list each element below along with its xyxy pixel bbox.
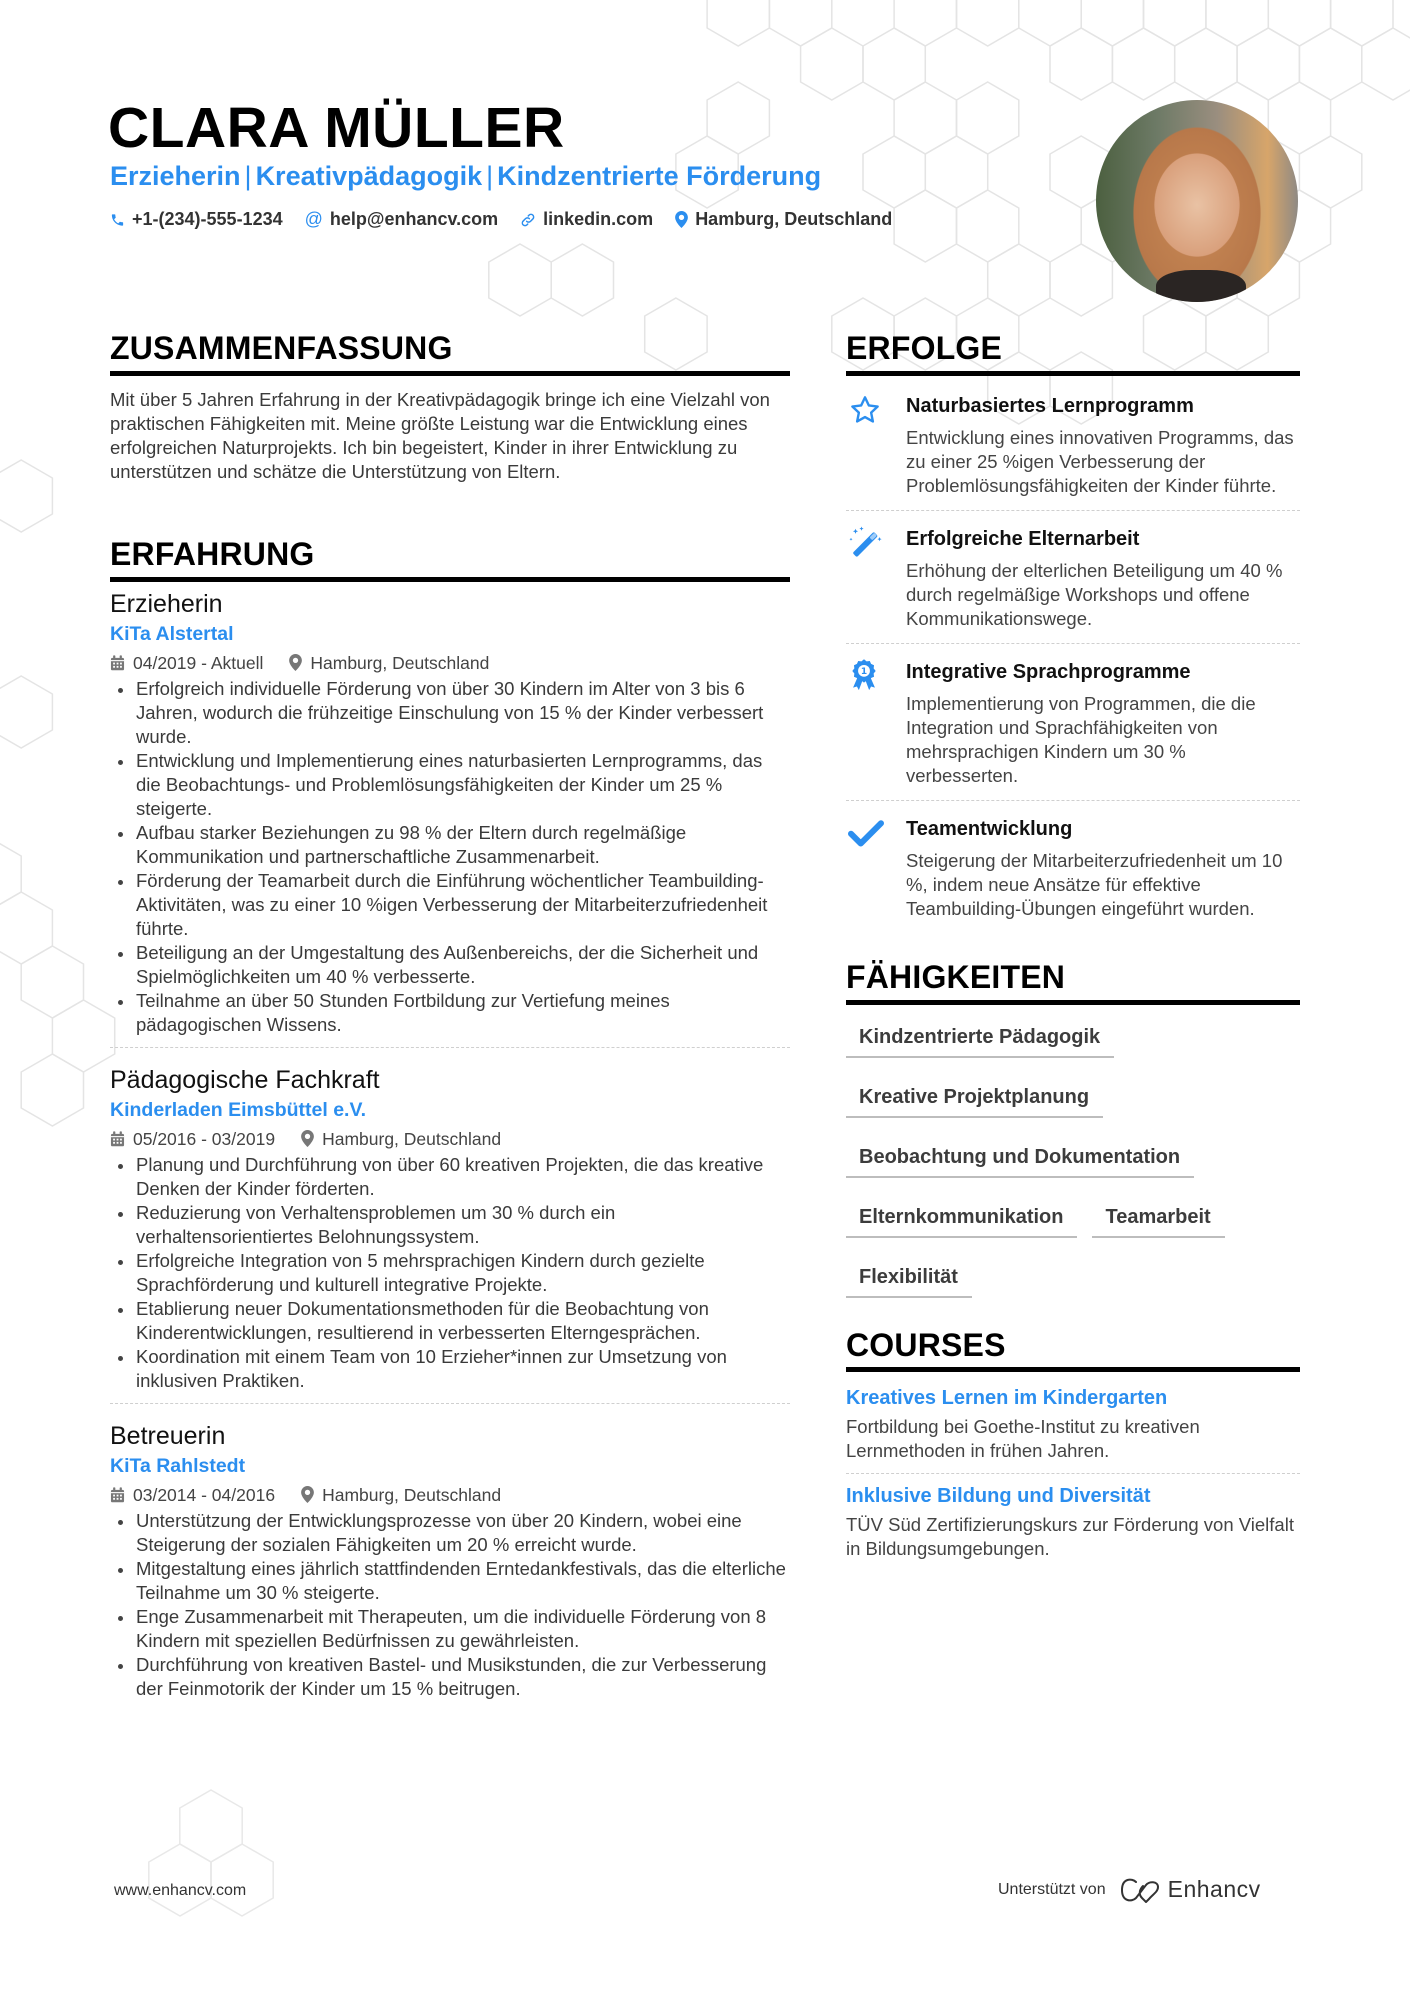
job-title: Erzieherin [110,589,223,618]
job-bullets [110,1153,790,1393]
skill-tag: Beobachtung und Dokumentation [846,1137,1194,1178]
achievement-item [846,510,1300,643]
skills-list [846,1017,1300,1317]
job-bullet: Teilnahme an über 50 Stunden Fortbildung zur Vertiefung meines pädagogischen Wissens. [110,989,790,1037]
calendar-icon [110,655,125,671]
link-icon [520,212,536,228]
calendar-icon [110,1131,125,1147]
right-column [846,330,1300,1571]
course-description: Fortbildung bei Goethe-Institut zu kreativen Lernmethoden in frühen Jahren. [846,1416,1200,1462]
achievement-description: Erhöhung der elterlichen Beteiligung um 40 % durch regelmäßige Workshops und offene Kommunikationswege. [906,559,1283,629]
skill-tag: Elternkommunikation [846,1197,1077,1238]
magic-wand-icon [848,525,888,561]
section-title-summary: ZUSAMMENFASSUNG [110,330,790,376]
contact-email[interactable] [305,209,499,230]
job-dates: 04/2019 - Aktuell [133,652,264,673]
achievement-description: Implementierung von Programmen, die die Integration und Sprachfähigkeiten von mehrsprachigen Kindern um 30 % verbesserten. [906,692,1256,786]
job-title: Betreuerin [110,1421,226,1450]
job-bullet: Koordination mit einem Team von 10 Erzieher*innen zur Umsetzung von inklusiven Praktiken. [110,1345,790,1393]
job-bullet: Entwicklung und Implementierung eines naturbasierten Lernprogramms, das die Beobachtungs- und Problemlösungsfähigkeiten der Kinder um 25 % steigerte. [110,749,790,821]
job-title: Pädagogische Fachkraft [110,1065,380,1094]
job-meta [110,1482,790,1508]
job-bullet: Durchführung von kreativen Bastel- und Musikstunden, die zur Verbesserung der Feinmotorik der Kinder um 15 % beitrugen. [110,1653,790,1701]
contact-phone[interactable] [110,209,283,230]
job-meta [110,650,790,676]
job-meta [110,1126,790,1152]
job-bullet: Aufbau starker Beziehungen zu 98 % der Eltern durch regelmäßige Kommunikation und partnerschaftliche Zusammenarbeit. [110,821,790,869]
job-bullet: Erfolgreiche Integration von 5 mehrsprachigen Kindern durch gezielte Sprachförderung und kulturell integrative Projekte. [110,1249,790,1297]
location-pin-icon [289,654,302,671]
footer-powered-by-text: Unterstützt von [998,1880,1106,1898]
left-column [110,330,790,1711]
footer-powered-by [998,1876,1261,1903]
contact-location-text: Hamburg, Deutschland [695,209,893,229]
course-title: Kreatives Lernen im Kindergarten [846,1387,1168,1410]
contact-linkedin[interactable] [520,209,653,230]
experience-list [110,588,790,1711]
location-pin-icon [301,1486,314,1503]
footer-brand: Enhancv [1167,1876,1261,1902]
achievement-item [846,800,1300,933]
job-location [301,1126,501,1152]
candidate-name: CLARA MÜLLER [108,96,565,160]
job-location-text: Hamburg, Deutschland [310,652,490,673]
achievement-title: Erfolgreiche Elternarbeit [906,527,1140,550]
achievement-item [846,643,1300,800]
svg-text:1: 1 [860,666,868,677]
job-bullet: Förderung der Teamarbeit durch die Einführung wöchentlicher Teambuilding-Aktivitäten, was zu einer 10 %igen Verbesserung der Mitarbeiterzufriedenheit führte. [110,869,790,941]
job-dates: 05/2016 - 03/2019 [133,1128,276,1149]
job-entry [110,1403,790,1711]
course-title: Inklusive Bildung und Diversität [846,1485,1151,1508]
course-description: TÜV Süd Zertifizierungskurs zur Förderung von Vielfalt in Bildungsumgebungen. [846,1514,1294,1560]
job-bullet: Erfolgreich individuelle Förderung von über 30 Kindern im Alter von 3 bis 6 Jahren, wodurch die frühzeitige Einschulung von 15 % der Kinder verbessert wurde. [110,677,790,749]
job-company: Kinderladen Eimsbüttel e.V. [110,1098,367,1121]
job-location [301,1482,501,1508]
job-bullet: Enge Zusammenarbeit mit Therapeuten, um die individuelle Förderung von 8 Kindern mit speziellen Bedürfnissen zu gewährleisten. [110,1605,790,1653]
contact-linkedin-text: linkedin.com [543,209,654,229]
job-entry [110,588,790,1047]
job-bullet: Planung und Durchführung von über 60 kreativen Projekten, die das kreative Denken der Kinder förderten. [110,1153,790,1201]
award-ribbon-icon [848,658,888,694]
achievement-title: Integrative Sprachprogramme [906,660,1191,683]
section-title-achievements: ERFOLGE [846,330,1300,376]
section-title-skills: FÄHIGKEITEN [846,959,1300,1005]
job-bullet: Reduzierung von Verhaltensproblemen um 30 % durch ein verhaltensorientiertes Belohnungssystem. [110,1201,790,1249]
skill-tag: Kindzentrierte Pädagogik [846,1017,1114,1058]
contact-email-text: help@enhancv.com [329,209,499,229]
job-bullet: Etablierung neuer Dokumentationsmethoden für die Beobachtung von Kinderentwicklungen, resultierend in verbesserten Elterngesprächen. [110,1297,790,1345]
job-location [289,650,489,676]
location-pin-icon [301,1130,314,1147]
summary-text: Mit über 5 Jahren Erfahrung in der Kreativpädagogik bringe ich eine Vielzahl von praktischen Fähigkeiten mit. Meine größte Leistung war die Entwicklung eines erfolgreichen Naturprojekts. Ich bin begeistert, Kinder in ihrer Entwicklung zu unterstützen und schätze die Unterstützung von Eltern. [110,388,770,482]
checkmark-icon [848,815,888,851]
skill-tag: Kreative Projektplanung [846,1077,1103,1118]
job-company: KiTa Alstertal [110,622,234,645]
job-bullet: Beteiligung an der Umgestaltung des Außenbereichs, der die Sicherheit und Spielmöglichkeiten um 40 % verbesserte. [110,941,790,989]
profile-photo [1096,100,1298,302]
skill-tag: Teamarbeit [1092,1197,1224,1238]
job-dates: 03/2014 - 04/2016 [133,1484,276,1505]
achievement-description: Steigerung der Mitarbeiterzufriedenheit um 10 %, indem neue Ansätze für effektive Teambuilding-Übungen eingeführt wurden. [906,849,1283,919]
achievement-item [846,378,1300,510]
job-company: KiTa Rahlstedt [110,1454,246,1477]
calendar-icon [110,1487,125,1503]
achievement-title: Naturbasiertes Lernprogramm [906,394,1194,417]
job-bullet: Mitgestaltung eines jährlich stattfindenden Erntedankfestivals, das die elterliche Teilnahme um 30 % steigerte. [110,1557,790,1605]
job-location-text: Hamburg, Deutschland [322,1484,502,1505]
subtitle-role: Erzieherin [110,161,241,191]
course-item [846,1376,1300,1473]
job-bullets [110,677,790,1037]
location-pin-icon [675,211,688,228]
job-bullet: Unterstützung der Entwicklungsprozesse von über 20 Kindern, wobei eine Steigerung der sozialen Fähigkeiten um 20 % erreicht wurde. [110,1509,790,1557]
profile-photo-shirt [1156,270,1246,302]
achievement-title: Teamentwicklung [906,817,1073,840]
enhancv-logo-icon [1118,1877,1162,1903]
footer-website[interactable]: www.enhancv.com [114,1882,247,1899]
section-title-experience: ERFAHRUNG [110,536,790,582]
achievements-list [846,378,1300,933]
subtitle-focus: Kindzentrierte Förderung [497,161,822,191]
subtitle-separator: | [486,161,494,191]
achievement-description: Entwicklung eines innovativen Programms, das zu einer 25 %igen Verbesserung der Problemlösungsfähigkeiten der Kinder führte. [906,426,1294,496]
contact-bar [110,209,914,230]
phone-icon [110,212,125,228]
candidate-subtitle [110,160,821,192]
job-bullets [110,1509,790,1701]
star-icon [848,392,888,428]
job-entry [110,1047,790,1403]
job-location-text: Hamburg, Deutschland [322,1128,502,1149]
at-icon: @ [304,209,323,229]
course-item [846,1473,1300,1571]
courses-list [846,1376,1300,1571]
section-title-courses: COURSES [846,1327,1300,1373]
skill-tag: Flexibilität [846,1257,972,1298]
contact-location [675,209,892,230]
subtitle-separator: | [244,161,252,191]
contact-phone-text: +1-(234)-555-1234 [132,209,283,229]
subtitle-specialty: Kreativpädagogik [255,161,483,191]
